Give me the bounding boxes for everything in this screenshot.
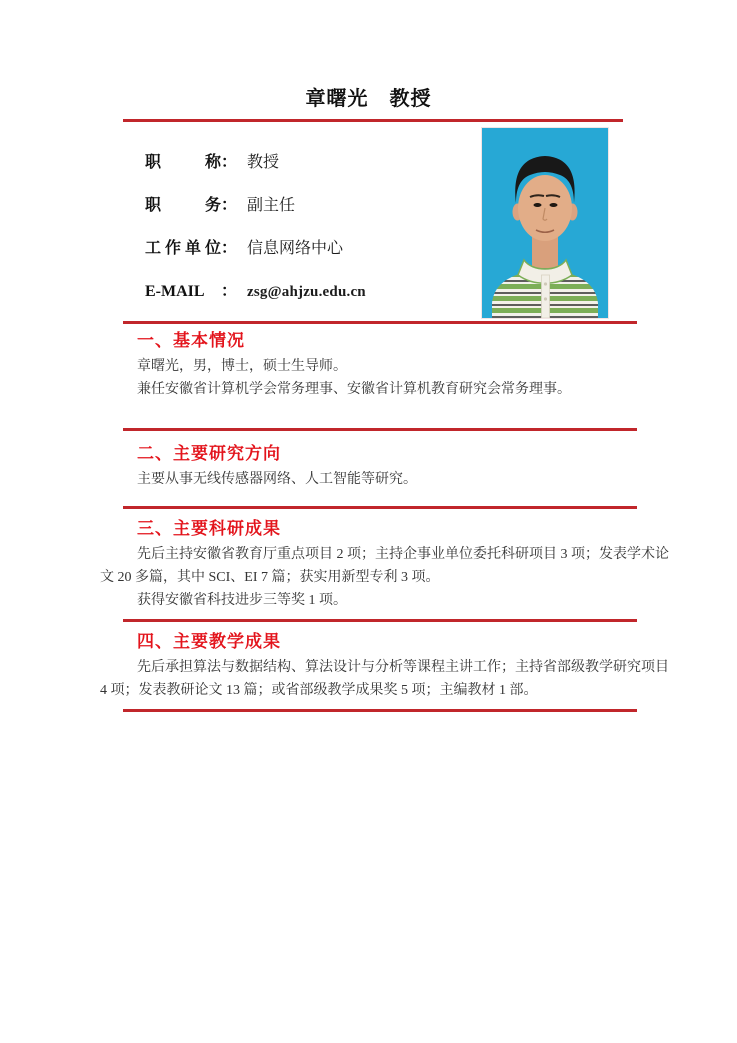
paragraph-line: 获得安徽省科技进步三等奖 1 项。 <box>137 593 347 608</box>
field-value: 教授 <box>247 154 280 171</box>
paragraph-line: 先后主持安徽省教育厅重点项目 2 项；主持企事业单位委托科研项目 3 项；发表学术论 <box>137 547 669 562</box>
field-label: 工作单位 <box>145 240 221 257</box>
section-teaching-achievements <box>100 631 669 702</box>
section-heading: 四、主要教学成果 <box>137 632 281 651</box>
section-research-directions <box>100 443 660 491</box>
field-label: E-MAIL <box>145 283 205 300</box>
page-title: 章曙光 教授 <box>305 88 432 110</box>
section-heading: 二、主要研究方向 <box>137 444 281 463</box>
section-basic-info <box>100 330 660 401</box>
field-colon: ： <box>221 154 238 171</box>
section-research-achievements <box>100 518 669 612</box>
paragraph-line: 先后承担算法与数据结构、算法设计与分析等课程主讲工作；主持省部级教学研究项目 <box>137 660 669 675</box>
field-work-unit <box>145 235 366 255</box>
section-heading: 三、主要科研成果 <box>137 519 281 538</box>
field-value: 信息网络中心 <box>247 240 344 257</box>
field-colon: ： <box>221 240 238 257</box>
profile-photo <box>482 128 608 318</box>
field-value: 副主任 <box>247 197 296 214</box>
field-job-title <box>145 149 366 169</box>
field-label: 职务 <box>145 197 221 214</box>
field-colon: ： <box>221 197 238 214</box>
paragraph-line: 主要从事无线传感器网络、人工智能等研究。 <box>137 472 417 487</box>
field-email <box>145 278 366 298</box>
section-divider-rule <box>123 619 637 622</box>
section-divider-rule <box>123 428 637 431</box>
paragraph-line: 4 项；发表教研论文 13 篇；或省部级教学成果奖 5 项；主编教材 1 部。 <box>100 683 538 698</box>
profile-fields <box>145 149 366 321</box>
title-divider-rule <box>123 119 623 122</box>
field-value: zsg@ahjzu.edu.cn <box>247 284 366 300</box>
paragraph-line: 文 20 多篇，其中 SCI、EI 7 篇；获实用新型专利 3 项。 <box>100 570 440 585</box>
field-colon: ： <box>221 283 238 300</box>
person-illustration <box>482 128 608 318</box>
field-position <box>145 192 366 212</box>
bottom-divider-rule <box>123 709 637 712</box>
paragraph-line: 兼任安徽省计算机学会常务理事、安徽省计算机教育研究会常务理事。 <box>137 382 571 397</box>
section-divider-rule <box>123 506 637 509</box>
field-label: 职称 <box>145 154 221 171</box>
section-divider-rule <box>123 321 637 324</box>
paragraph-line: 章曙光，男，博士，硕士生导师。 <box>137 359 347 374</box>
section-heading: 一、基本情况 <box>137 331 245 350</box>
